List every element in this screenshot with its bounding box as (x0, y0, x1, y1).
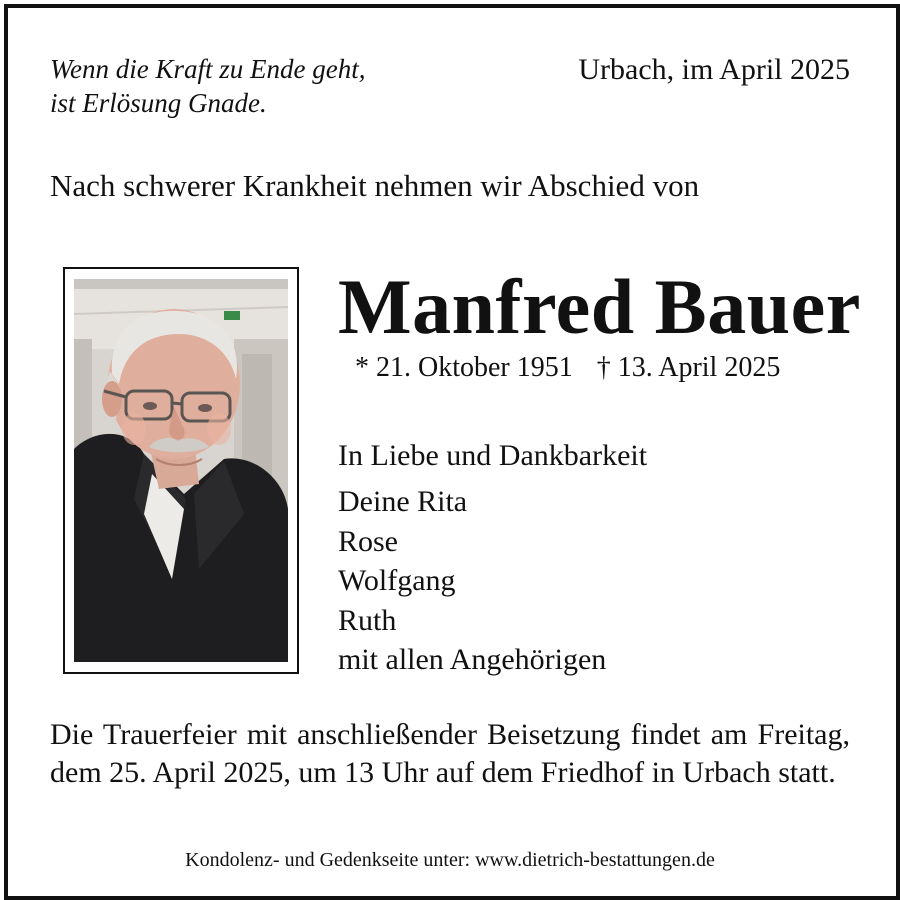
deceased-name: Manfred Bauer (338, 263, 861, 350)
life-dates (355, 350, 780, 386)
footer-condolence (0, 846, 900, 874)
condolence-link[interactable]: www.dietrich-bestattungen.de (475, 849, 715, 871)
ceremony-details: Die Trauerfeier mit anschließender Beisetzung findet am Freitag, dem 25. April 2025, um 13 Uhr auf dem Friedhof in Urbach statt. (50, 718, 850, 789)
motto-line-2: ist Erlösung Gnade. (50, 88, 267, 118)
footer-label: Kondolenz- und Gedenkseite unter: (185, 849, 471, 871)
death-date: † 13. April 2025 (596, 352, 781, 383)
mourner-item: Rose (338, 524, 398, 558)
birth-date: * 21. Oktober 1951 (355, 352, 573, 383)
portrait-frame (63, 267, 299, 674)
mourner-item: Deine Rita (338, 485, 468, 518)
motto-line-1: Wenn die Kraft zu Ende geht, (50, 54, 366, 84)
mourner-item: Ruth (338, 603, 397, 637)
gratitude-line: In Liebe und Dankbarkeit (338, 439, 648, 472)
portrait-photo (74, 279, 288, 662)
mourner-item: Wolfgang (338, 564, 456, 597)
motto-quote (50, 52, 365, 120)
intro-text: Nach schwerer Krankheit nehmen wir Abschied von (50, 168, 700, 203)
mourner-item: mit allen Angehörigen (338, 643, 607, 676)
place-date: Urbach, im April 2025 (578, 53, 850, 86)
mourners-list (338, 482, 606, 680)
